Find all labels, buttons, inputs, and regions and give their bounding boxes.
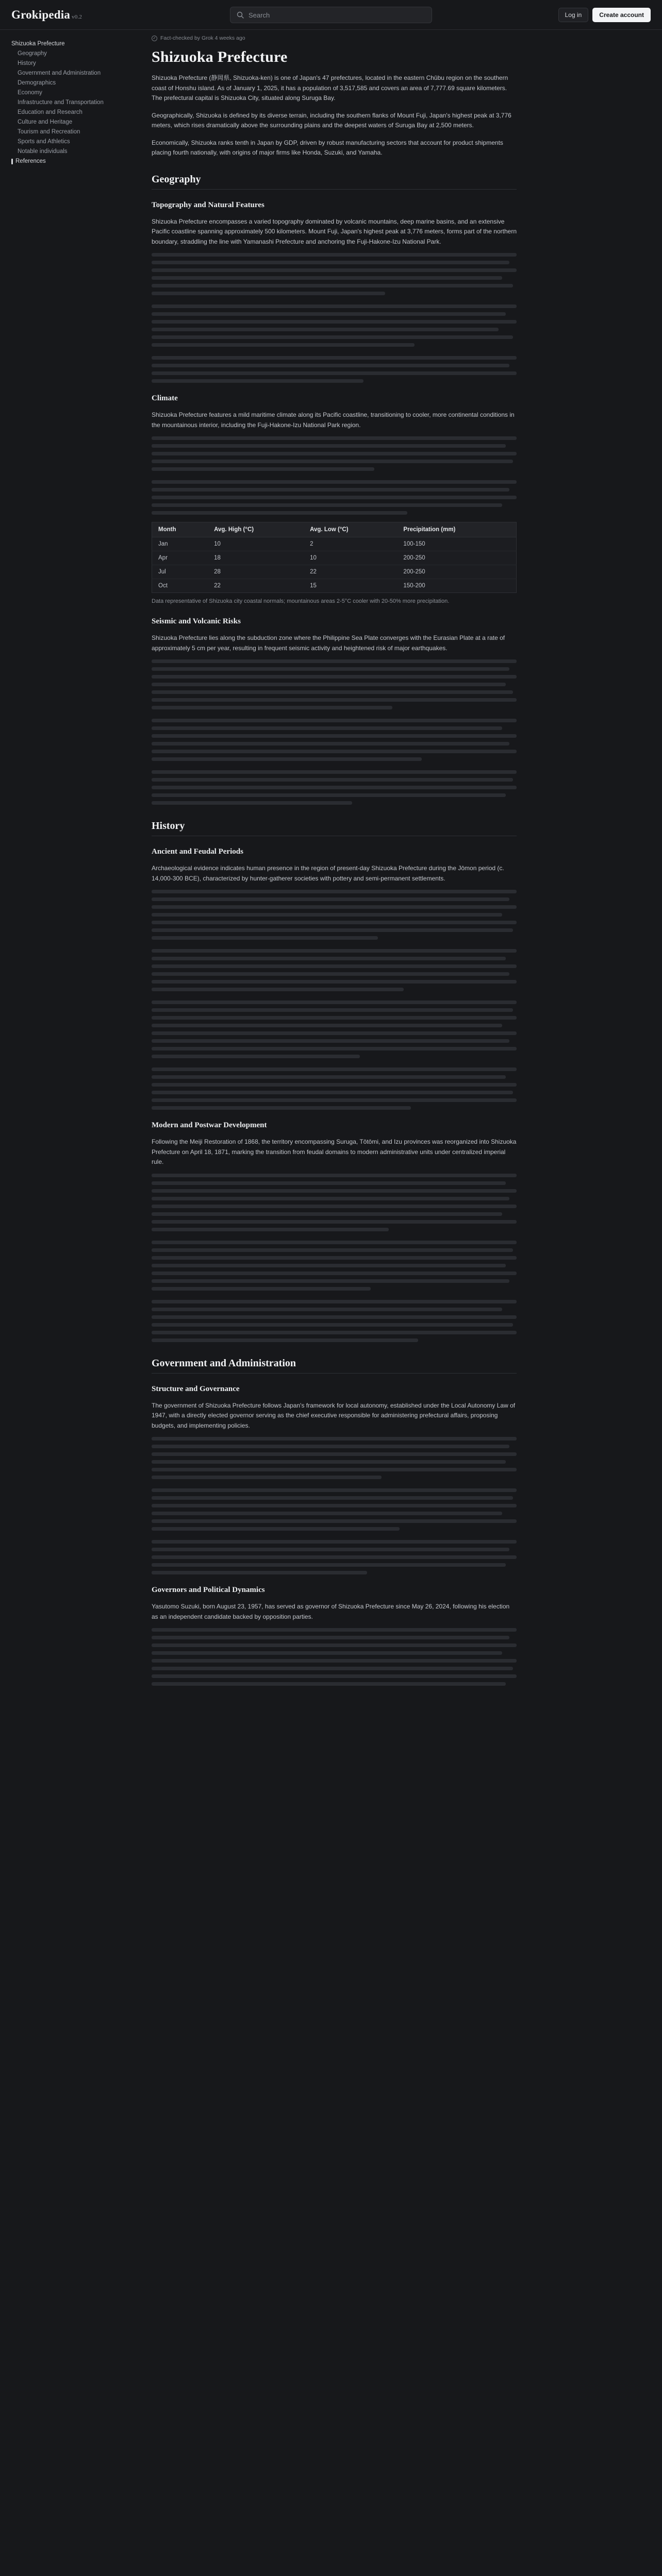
table-cell: 22 [208,579,304,593]
subsection-heading-seismic: Seismic and Volcanic Risks [152,617,241,625]
toc-item-sports[interactable]: Sports and Athletics [18,139,70,145]
table-cell: 28 [208,565,304,579]
signup-button[interactable]: Create account [592,8,651,22]
search-icon [237,11,244,19]
toc-item-demographics[interactable]: Demographics [18,80,56,86]
climate-table [152,522,517,593]
intro-paragraph-1: Shizuoka Prefecture (静岡県, Shizuoka-ken) is one of Japan's 47 prefectures, located in the eastern Chūbu region on the southern coast of Honshu island. As of January 1, 2025, it has a population of 3,517,585 and covers an area of 7,777.69 square kilometers. The prefectural capital is Shizuoka City, situated along Suruga Bay. [152,74,508,101]
article [152,35,517,1686]
toc-item-tourism[interactable]: Tourism and Recreation [18,129,80,135]
table-cell: 100-150 [397,537,516,551]
climate-paragraph: Shizuoka Prefecture features a mild maritime climate along its Pacific coastline, transitioning to cooler, more continental conditions in the mountainous interior, including the Fuji-Hakone-Izu National Park region. [152,411,515,429]
column-header: Precipitation (mm) [397,522,516,537]
table-cell: 15 [304,579,397,593]
check-icon: ✓ [152,36,157,41]
table-cell: 10 [208,537,304,551]
section-heading-government: Government and Administration [152,1358,517,1374]
table-cell: 10 [304,551,397,565]
toc-item-references[interactable] [11,157,120,166]
toc-item-title[interactable]: Shizuoka Prefecture [11,41,65,47]
intro-paragraph-3: Economically, Shizuoka ranks tenth in Japan by GDP, driven by robust manufacturing sectors that account for product shipments placing fourth nationally, with origins of major firms like Honda, Suzuki, and Yamaha. [152,139,503,156]
intro-paragraph-2: Geographically, Shizuoka is defined by its diverse terrain, including the southern flanks of Mount Fuji, Japan's highest peak at 3,776 meters, which rises dramatically above the surrounding plains and the deepest waters of Suruga Bay at 2,500 meters. [152,111,511,129]
toc-item-culture[interactable]: Culture and Heritage [18,119,73,125]
table-row [152,551,517,565]
top-bar [0,0,662,30]
modern-paragraph: Following the Meiji Restoration of 1868, the territory encompassing Suruga, Tōtōmi, and Izu provinces was reorganized into Shizuoka Prefecture on April 18, 1871, marking the transition from feudal domains to modern administrative units under centralized imperial rule. [152,1138,517,1165]
toc-item-notable[interactable]: Notable individuals [18,148,68,155]
structure-body-placeholder [152,1437,517,1574]
toc-item-government[interactable]: Government and Administration [18,70,101,76]
toc-item-education[interactable]: Education and Research [18,109,82,115]
toc-references-label: References [15,158,46,164]
governors-paragraph: Yasutomo Suzuki, born August 23, 1957, has served as governor of Shizuoka Prefecture since May 26, 2024, following his election as an independent candidate backed by opposition parties. [152,1603,510,1620]
table-row [152,537,517,551]
account-actions [558,8,651,22]
governors-body-placeholder [152,1628,517,1686]
toc-item-geography[interactable]: Geography [18,50,47,57]
topography-body-placeholder [152,253,517,383]
search-box[interactable] [230,7,432,23]
seismic-body-placeholder [152,659,517,805]
table-row [152,565,517,579]
modern-body-placeholder [152,1174,517,1342]
ancient-body-placeholder [152,890,517,1110]
climate-table-caption: Data representative of Shizuoka city coastal normals; mountainous areas 2-5°C cooler with 20-50% more precipitation. [152,598,450,604]
table-header-row [152,522,517,537]
table-cell: 200-250 [397,551,516,565]
subsection-heading-structure: Structure and Governance [152,1384,240,1393]
site-logo[interactable] [11,8,82,22]
table-cell: 200-250 [397,565,516,579]
table-cell: 22 [304,565,397,579]
subsection-heading-ancient: Ancient and Feudal Periods [152,848,243,856]
subsection-heading-modern: Modern and Postwar Development [152,1121,267,1129]
ancient-paragraph: Archaeological evidence indicates human presence in the region of present-day Shizuoka Prefecture during the Jōmon period (c. 14,000-300 BCE), characterized by hunter-gatherer societies with pottery and semi-permanent settlements. [152,865,504,882]
section-heading-history: History [152,820,517,836]
table-of-contents [11,39,120,166]
table-row [152,579,517,593]
table-cell: 18 [208,551,304,565]
structure-paragraph: The government of Shizuoka Prefecture follows Japan's framework for local autonomy, established under the Local Autonomy Law of 1947, with a directly elected governor serving as the chief executive responsible for administering prefectural affairs, proposing budgets, and implementing policies. [152,1401,516,1429]
subsection-heading-topography: Topography and Natural Features [152,200,264,209]
toc-item-history[interactable]: History [18,60,36,66]
table-cell: 150-200 [397,579,516,593]
fact-check-text: Fact-checked by Grok 4 weeks ago [160,35,245,41]
column-header: Avg. Low (°C) [304,522,397,537]
table-cell: 2 [304,537,397,551]
table-cell: Oct [152,579,208,593]
table-cell: Jan [152,537,208,551]
column-header: Month [152,522,208,537]
logo-version: v0.2 [72,14,82,20]
search-input[interactable] [249,11,425,19]
active-indicator-icon [11,159,13,164]
section-heading-geography: Geography [152,174,517,190]
toc-item-infrastructure[interactable]: Infrastructure and Transportation [18,99,104,106]
climate-body-placeholder [152,436,517,515]
topography-paragraph: Shizuoka Prefecture encompasses a varied topography dominated by volcanic mountains, deep marine basins, and an extensive Pacific coastline spanning approximately 500 kilometers. Mount Fuji, Japan's highest peak at 3,776 meters, forms part of the northern boundary, straddling the line with Yamanashi Prefecture and anchoring the Fuji-Hakone-Izu National Park. [152,217,517,245]
login-button[interactable]: Log in [558,8,589,22]
subsection-heading-governors: Governors and Political Dynamics [152,1586,265,1594]
seismic-paragraph: Shizuoka Prefecture lies along the subduction zone where the Philippine Sea Plate converges with the Eurasian Plate at a rate of approximately 5 cm per year, resulting in frequent seismic activity and heightened risk of major earthquakes. [152,634,505,652]
page-title: Shizuoka Prefecture [152,48,288,65]
logo-text[interactable]: Grokipedia [11,8,71,21]
table-cell: Jul [152,565,208,579]
fact-check-line [152,35,517,41]
toc-item-economy[interactable]: Economy [18,90,42,96]
column-header: Avg. High (°C) [208,522,304,537]
table-cell: Apr [152,551,208,565]
subsection-heading-climate: Climate [152,394,178,402]
